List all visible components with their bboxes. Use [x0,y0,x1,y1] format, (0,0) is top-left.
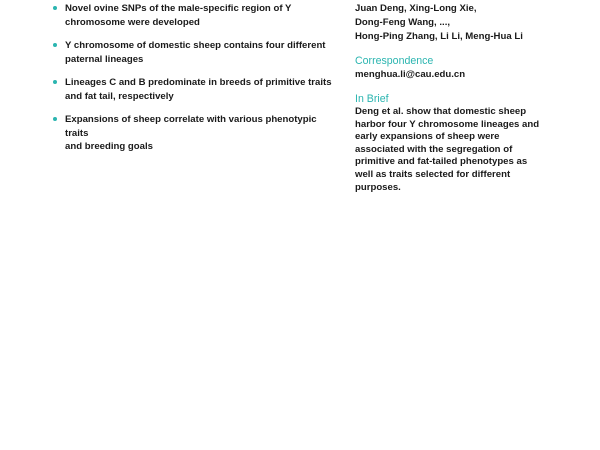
in-brief-line: primitive and fat-tailed phenotypes as [355,156,528,168]
correspondence-heading: Correspondence [355,55,434,67]
authors-line: Juan Deng, Xing-Long Xie, [355,3,477,14]
highlight-line: and fat tail, respectively [65,90,174,102]
in-brief-heading: In Brief [355,93,389,105]
authors-line: Dong-Feng Wang, ..., [355,17,451,28]
correspondence-email[interactable]: menghua.li@cau.edu.cn [355,69,466,80]
highlight-line: and breeding goals [65,141,153,152]
highlight-item [52,39,342,66]
highlight-item [52,76,342,103]
highlight-item [52,113,342,154]
bullet-icon [53,6,57,10]
highlight-line: Expansions of sheep correlate with various phenotypic traits [65,114,317,139]
highlight-line: chromosome were developed [65,16,200,28]
in-brief-summary [355,106,555,194]
highlight-line: Lineages C and B predominate in breeds of primitive traits [65,77,332,88]
in-brief-line: early expansions of sheep were [355,131,500,143]
bullet-icon [53,117,57,121]
in-brief-line: associated with the segregation of [355,143,513,155]
highlight-item [52,2,342,29]
highlight-line: Y chromosome of domestic sheep contains four different [65,40,326,51]
authors [355,2,555,44]
article-sidebar [355,2,555,194]
in-brief-line: harbor four Y chromosome lineages and [355,118,540,130]
highlight-line: paternal lineages [65,53,144,65]
bullet-icon [53,43,57,47]
highlight-line: Novel ovine SNPs of the male-specific region of Y [65,3,292,14]
in-brief-line: purposes. [355,181,401,193]
highlights-list [52,2,342,164]
in-brief-line: Deng et al. show that domestic sheep [355,106,527,117]
authors-line: Hong-Ping Zhang, Li Li, Meng-Hua Li [355,31,523,42]
in-brief-line: well as traits selected for different [355,168,511,180]
bullet-icon [53,80,57,84]
